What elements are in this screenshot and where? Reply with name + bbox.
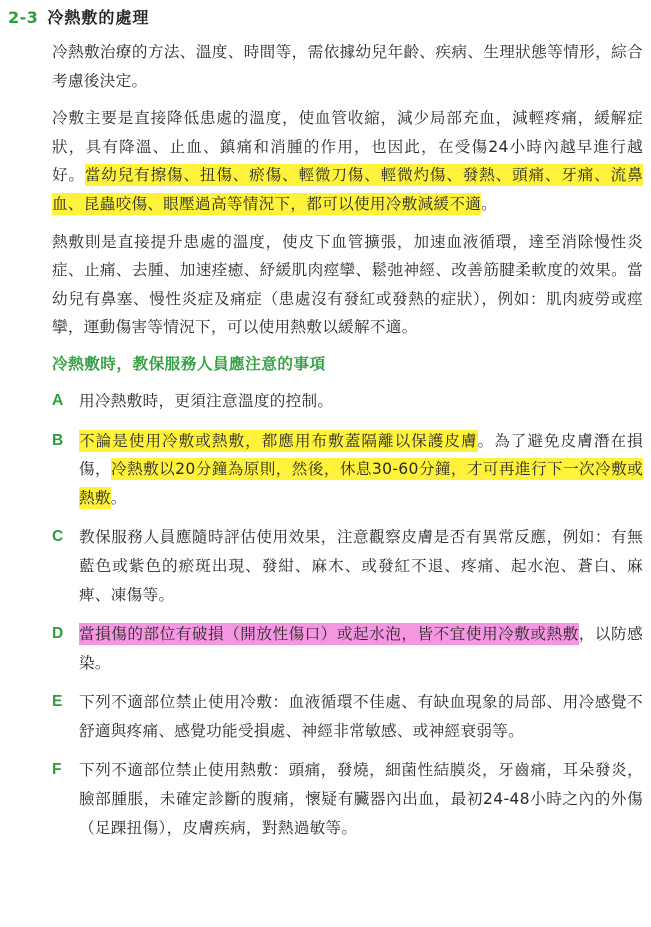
item-text: 用冷熱敷時，更須注意溫度的控制。 xyxy=(79,391,334,410)
cold-compress-text: 冷敷主要是直接降低患處的溫度，使血管收縮，減少局部充血，減輕疼痛，緩解症狀，具有降溫、止血、鎮痛和消腫的作用，也因此，在受傷24小時內越早進行越好。 xyxy=(52,109,643,185)
item-letter: E xyxy=(52,693,63,711)
item-letter: B xyxy=(52,431,64,449)
item-text xyxy=(79,620,643,677)
intro-paragraph: 冷熱敷治療的方法、溫度、時間等，需依據幼兒年齡、疾病、生理狀態等情形，綜合考慮後決定。 xyxy=(52,43,643,90)
item-text: 教保服務人員應隨時評估使用效果，注意觀察皮膚是否有異常反應，例如：有無藍色或紫色的瘀斑出現、發紺、麻木、或發紅不退、疼痛、起水泡、蒼白、麻痺、凍傷等。 xyxy=(79,528,643,604)
item-b-highlight-1: 不論是使用冷敷或熱敷，都應用布敷蓋隔離以保護皮膚 xyxy=(79,431,478,450)
section-heading xyxy=(8,6,643,30)
list-item-b xyxy=(52,427,643,513)
item-text: 下列不適部位禁止使用熱敷：頭痛，發燒，細菌性結膜炎，牙齒痛，耳朵發炎，臉部腫脹，未確定診斷的腹痛，懷疑有臟器內出血，最初24-48小時之內的外傷（足踝扭傷），皮膚疾病，對熱過敏等。 xyxy=(79,761,643,837)
item-text: 下列不適部位禁止使用冷敷：血液循環不佳處、有缺血現象的局部、用冷感覺不舒適與疼痛、感覺功能受損處、神經非常敏感、或神經衰弱等。 xyxy=(79,693,643,740)
item-b-tail: 。 xyxy=(110,488,127,507)
item-letter: D xyxy=(52,625,64,643)
cold-compress-paragraph xyxy=(52,104,643,218)
list-item-e xyxy=(52,688,643,745)
item-letter: A xyxy=(52,391,64,409)
item-b-highlight-2: 冷熱敷以20分鐘為原則，然後，休息30-60分鐘，才可再進行下一次冷敷或熱敷 xyxy=(79,460,643,507)
list-item-c xyxy=(52,523,643,609)
item-b-middle: 。為了避免皮膚潛在損傷， xyxy=(79,431,643,479)
cold-compress-highlight: 當幼兒有擦傷、扭傷、瘀傷、輕微刀傷、輕微灼傷、發熱、頭痛、牙痛、流鼻血、昆蟲咬傷、眼壓過高等情況下，都可以使用冷敷減緩不適 xyxy=(52,166,644,213)
item-d-tail: ，以防感染。 xyxy=(79,625,643,672)
item-letter: C xyxy=(52,528,64,546)
section-title: 冷熱敷的處理 xyxy=(47,8,150,27)
item-d-highlight: 當損傷的部位有破損（開放性傷口）或起水泡，皆不宜使用冷敷或熱敷 xyxy=(79,625,579,644)
item-text xyxy=(79,427,643,513)
precautions-subheading: 冷熱敷時，教保服務人員應注意的事項 xyxy=(52,354,326,373)
hot-compress-paragraph: 熱敷則是直接提升患處的溫度，使皮下血管擴張，加速血液循環，達至消除慢性炎症、止痛、去腫、加速痊癒、紓緩肌肉痙攣、鬆弛神經、改善筋腱柔軟度的效果。當幼兒有鼻塞、慢性炎症及痛症（患處沒有發紅或發熱的症狀），例如：肌肉疲勞或痙攣，運動傷害等情況下，可以使用熱敷以緩解不適。 xyxy=(52,232,643,337)
item-letter: F xyxy=(52,761,62,779)
list-item-a xyxy=(52,387,643,416)
cold-compress-tail: 。 xyxy=(481,194,498,213)
list-item-f xyxy=(52,756,643,842)
list-item-d xyxy=(52,620,643,677)
section-number: 2-3 xyxy=(8,8,39,27)
